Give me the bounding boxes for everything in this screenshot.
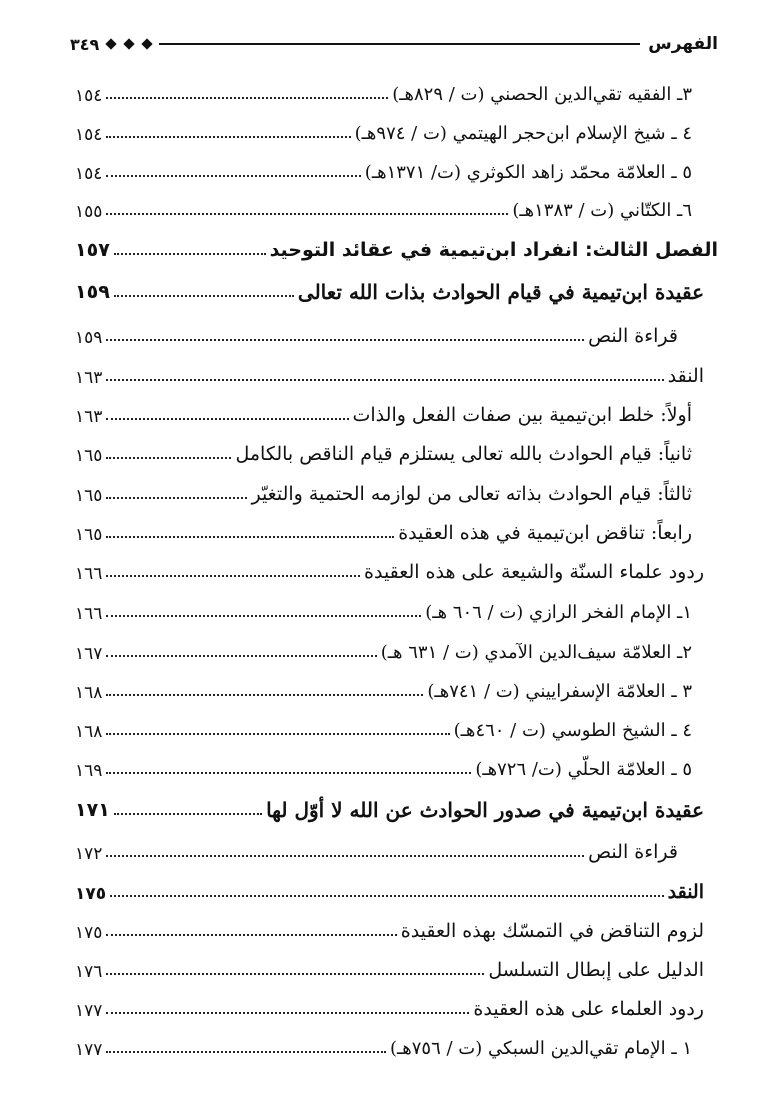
toc-entry: [75, 72, 718, 106]
toc-entry-page: ١٦٣: [75, 367, 103, 388]
running-header: [70, 30, 718, 58]
dot-leader: [106, 497, 247, 499]
toc-entry-title: ثانياً: قيام الحوادث بالله تعالى يستلزم قيام الناقص بالكامل: [235, 443, 692, 466]
dot-leader: [106, 457, 231, 459]
toc-entry: [75, 948, 718, 982]
toc-entry-page: ١٦٧: [75, 643, 103, 664]
toc-entry-page: ١٦٨: [75, 682, 103, 703]
toc-entry-page: ١٧٧: [75, 1039, 103, 1060]
toc-entry: [75, 830, 718, 864]
dot-leader: [106, 934, 396, 936]
dot-leader: [114, 253, 266, 255]
header-title: الفهرس: [648, 34, 718, 54]
dot-leader: [114, 295, 294, 297]
dot-leader: [106, 379, 663, 381]
toc-entry: [75, 630, 718, 664]
toc-entry: [75, 1026, 718, 1060]
toc-entry-title: ٣ـ الفقيه تقي‌الدين الحصني (ت / ٨٢٩هـ): [392, 84, 692, 106]
dot-leader: [106, 1012, 469, 1014]
toc-entry: [75, 669, 718, 703]
toc-section-entry: [75, 270, 718, 304]
dot-leader: [106, 615, 421, 617]
toc-entry: [75, 393, 718, 427]
toc-entry-page: ١٦٥: [75, 485, 103, 506]
dot-leader: [106, 772, 471, 774]
toc-entry-title: الفصل الثالث: انفراد ابن‌تيمية في عقائد التوحيد: [269, 239, 718, 262]
toc-entry: [75, 111, 718, 145]
dot-leader: [106, 97, 388, 99]
toc-entry-page: ١٧٢: [75, 843, 103, 864]
dot-leader: [106, 855, 584, 857]
page-number: ٣٤٩: [70, 34, 100, 54]
toc-entry-title: ١ـ الإمام الفخر الرازي (ت / ٦٠٦ هـ): [425, 602, 692, 624]
toc-entry: [75, 870, 718, 904]
toc-entry: [75, 314, 718, 348]
toc-entry-title: ٥ ـ العلامّة الحلّي (ت/ ٧٢٦هـ): [475, 759, 692, 781]
toc-entry-page: ١٦٦: [75, 563, 103, 584]
toc-entry-page: ١٦٩: [75, 760, 103, 781]
toc-entry-title: ١ ـ الإمام تقي‌الدين السبكي (ت / ٧٥٦هـ): [389, 1038, 692, 1060]
dot-leader: [110, 895, 663, 897]
toc-section-entry: [75, 788, 718, 822]
toc-entry-title: ٦ـ الكتّاني (ت / ١٣٨٣هـ): [512, 200, 692, 222]
toc-entry: [75, 550, 718, 584]
dot-leader: [106, 418, 348, 420]
dot-leader: [106, 213, 508, 215]
dot-leader: [106, 1051, 386, 1053]
toc-entry-title: ٥ ـ العلامّة محمّد زاهد الكوثري (ت/ ١٣٧١هـ): [364, 162, 692, 184]
toc-entry: [75, 188, 718, 222]
header-rule: [159, 43, 640, 45]
dot-leader: [106, 175, 360, 177]
toc-entry-page: ١٥٩: [75, 327, 103, 348]
dot-leader: [106, 575, 360, 577]
toc-entry: [75, 747, 718, 781]
toc-entry-title: رابعاً: تناقض ابن‌تيمية في هذه العقيدة: [398, 522, 692, 545]
toc-entry-title: قراءة النص: [588, 841, 678, 864]
toc-entry-page: ١٥٤: [75, 124, 103, 145]
toc-chapter-entry: [75, 228, 718, 262]
toc-entry-page: ١٥٥: [75, 201, 103, 222]
diamond-ornament-icon: [142, 38, 153, 49]
toc-entry-title: النقد: [667, 365, 704, 388]
dot-leader: [106, 136, 350, 138]
toc-entry: [75, 511, 718, 545]
toc-entry-page: ١٧٧: [75, 1000, 103, 1021]
dot-leader: [106, 694, 423, 696]
toc-entry-title: الدليل على إبطال التسلسل: [488, 959, 704, 982]
toc-entry-title: النقد: [667, 881, 704, 904]
toc-entry-title: ٢ـ العلامّة سيف‌الدين الآمدي (ت / ٦٣١ هـ): [380, 642, 692, 664]
toc-entry: [75, 472, 718, 506]
toc-entry-title: عقيدة ابن‌تيمية في صدور الحوادث عن الله لا أوّل لها: [266, 798, 704, 822]
dot-leader: [106, 733, 449, 735]
toc-entry: [75, 590, 718, 624]
diamond-ornament-icon: [124, 38, 135, 49]
dot-leader: [114, 813, 262, 815]
toc-entry-page: ١٥٩: [75, 281, 110, 304]
toc-entry-page: ١٧٥: [75, 922, 103, 943]
diamond-ornament-icon: [106, 38, 117, 49]
toc-entry-title: عقيدة ابن‌تيمية في قيام الحوادث بذات الله تعالى: [297, 280, 704, 304]
dot-leader: [106, 655, 376, 657]
toc-entry: [75, 354, 718, 388]
toc-entry-page: ١٦٥: [75, 524, 103, 545]
toc-entry-title: أولاً: خلط ابن‌تيمية بين صفات الفعل والذات: [352, 404, 692, 427]
toc-entry-page: ١٦٨: [75, 721, 103, 742]
toc-entry: [75, 708, 718, 742]
dot-leader: [106, 536, 394, 538]
toc-entry-page: ١٥٤: [75, 163, 103, 184]
toc-entry: [75, 987, 718, 1021]
toc-entry-title: قراءة النص: [588, 325, 678, 348]
toc-entry-title: ردود علماء السنّة والشيعة على هذه العقيدة: [364, 561, 704, 584]
dot-leader: [106, 973, 484, 975]
toc-entry-title: ٤ ـ الشيخ الطوسي (ت / ٤٦٠هـ): [453, 720, 692, 742]
toc-entry: [75, 909, 718, 943]
toc-entry-page: ١٧٥: [75, 883, 107, 904]
toc-entry-page: ١٦٣: [75, 406, 103, 427]
toc-entry-title: لزوم التناقض في التمسّك بهذه العقيدة: [400, 920, 704, 943]
toc-entry-title: ٣ ـ العلامّة الإسفراييني (ت / ٧٤١هـ): [427, 681, 692, 703]
toc-entry-page: ١٥٤: [75, 85, 103, 106]
toc-entry-page: ١٦٦: [75, 603, 103, 624]
dot-leader: [106, 339, 584, 341]
toc-entry-title: ثالثاً: قيام الحوادث بذاته تعالى من لوازمه الحتمية والتغيّر: [251, 483, 692, 506]
toc-entry-page: ١٥٧: [75, 239, 110, 262]
toc-entry-page: ١٧٦: [75, 961, 103, 982]
toc-entry: [75, 432, 718, 466]
toc-entry: [75, 150, 718, 184]
toc-entry-page: ١٦٥: [75, 445, 103, 466]
toc-entry-page: ١٧١: [75, 799, 110, 822]
toc-entry-title: ردود العلماء على هذه العقيدة: [473, 998, 704, 1021]
toc-entry-title: ٤ ـ شيخ الإسلام ابن‌حجر الهيتمي (ت / ٩٧٤هـ): [354, 123, 692, 145]
header-ornament: [107, 40, 151, 48]
